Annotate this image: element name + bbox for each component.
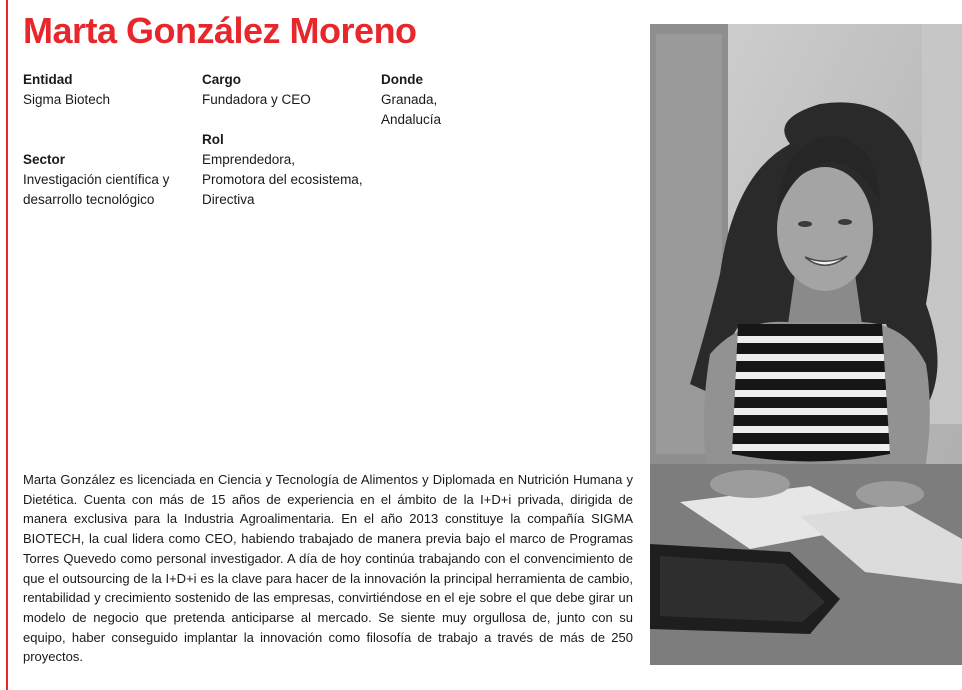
field-value: Emprendedora, Promotora del ecosistema, Directiva <box>202 152 363 207</box>
profile-name: Marta González Moreno <box>23 10 417 51</box>
field-value: Fundadora y CEO <box>202 92 311 107</box>
field-entidad <box>23 70 110 110</box>
left-accent-rule <box>6 0 8 690</box>
field-rol <box>202 130 363 210</box>
field-label: Rol <box>202 132 224 147</box>
field-value: Granada, Andalucía <box>381 92 442 127</box>
field-cargo <box>202 70 311 110</box>
portrait-photo <box>650 24 962 665</box>
bio-paragraph: Marta González es licenciada en Ciencia y Tecnología de Alimentos y Diplomada en Nutrición Humana y Dietética. Cuenta con más de 15 años de experiencia en el ámbito de la I+D+i privada, dirigida de manera exclusiva para la Industria Agroalimentaria. En el año 2013 constituye la compañía SIGMA BIOTECH, la cual lidera como CEO, habiendo trabajado de manera previa bajo el marco de Programas Torres Quevedo como personal investigador. A día de hoy continúa trabajando con el convencimiento de que el outsourcing de la I+D+i es la clave para hacer de la innovación la principal herramienta de cambio, rentabilidad y crecimiento sostenido de las empresas, convirtiéndose en el eje sobre el que debe girar un modelo de negocio que pretenda anticiparse al mercado. Se siente muy orgullosa de, junto con su equipo, haber conseguido implantar la innovación como filosofía de trabajo a través de más de 250 proyectos. <box>23 472 633 665</box>
field-value: Sigma Biotech <box>23 92 111 107</box>
field-donde <box>381 70 441 130</box>
field-label: Donde <box>381 72 423 87</box>
field-label: Sector <box>23 152 66 167</box>
field-value: Investigación científica y desarrollo tecnológico <box>23 172 170 207</box>
field-label: Entidad <box>23 72 73 87</box>
field-label: Cargo <box>202 72 242 87</box>
field-sector <box>23 150 169 210</box>
